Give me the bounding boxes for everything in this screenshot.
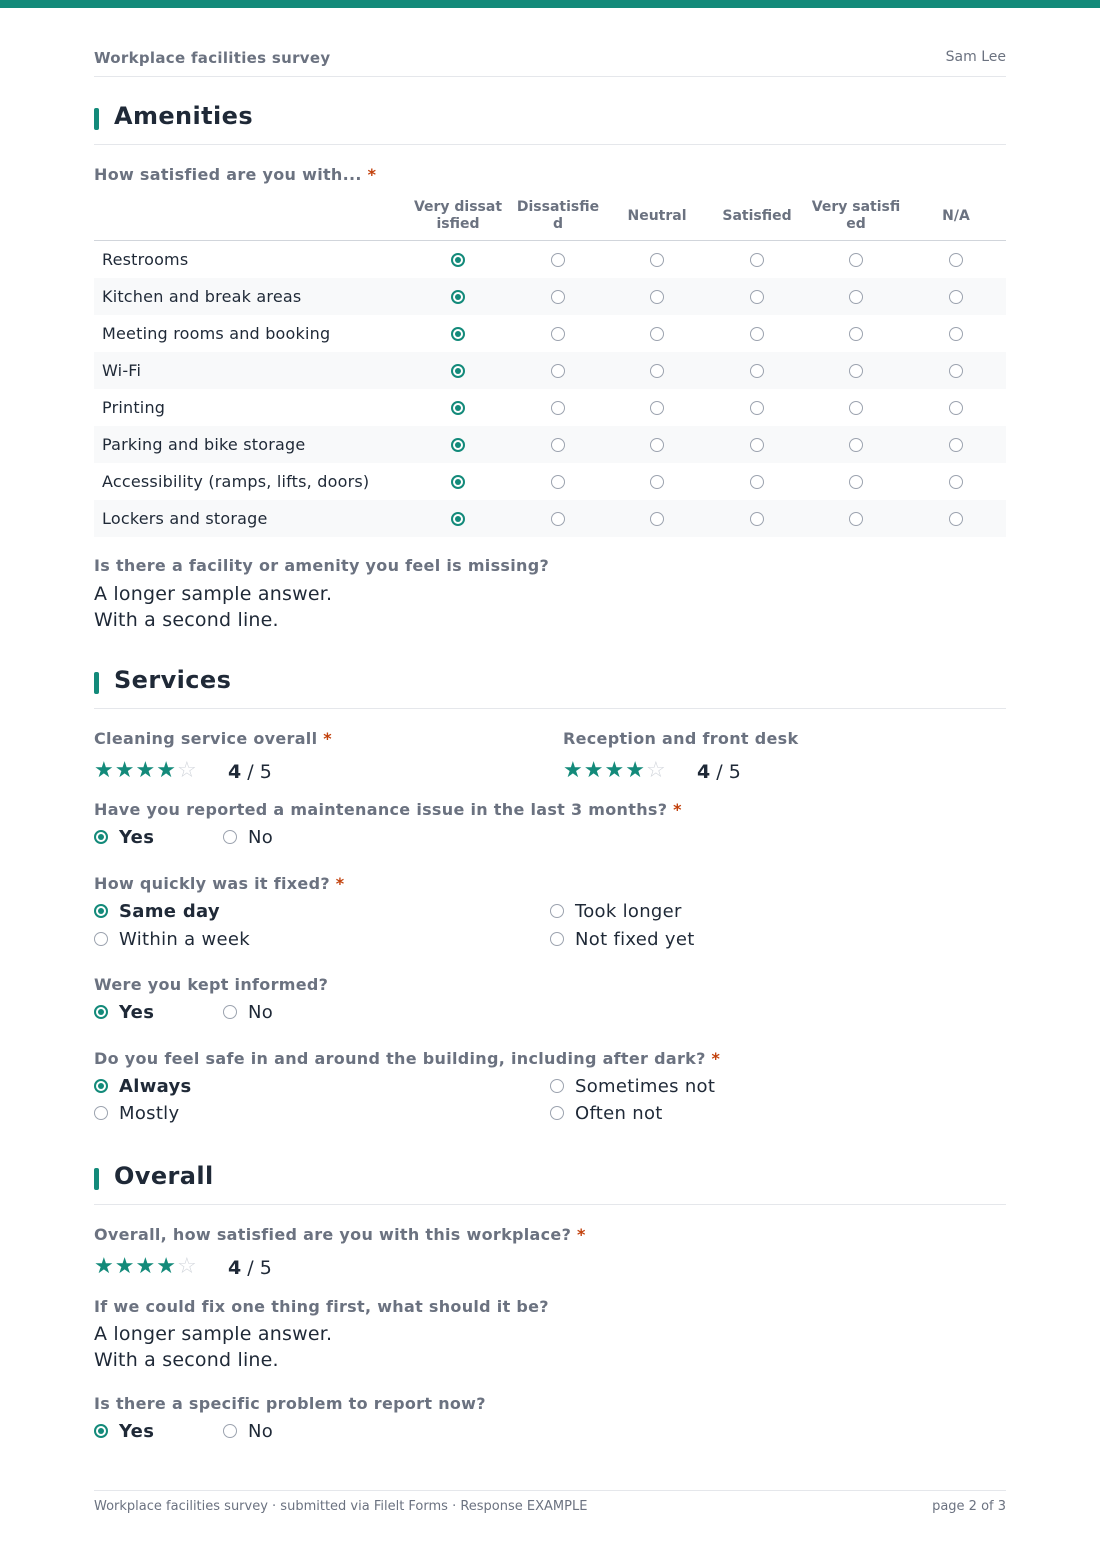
grid-cell [810,278,902,315]
option-label: No [248,826,274,848]
grid-cell [810,389,902,426]
grid-cell [512,426,604,463]
grid-row-label: Parking and bike storage [102,435,306,454]
rating-max: / 5 [241,761,272,783]
grid-cell [611,352,703,389]
grid-row-label: Kitchen and break areas [102,287,302,306]
reception-question: Reception and front desk [563,729,799,748]
radio-button[interactable] [94,1106,108,1120]
star-filled-icon[interactable]: ★ [94,1254,115,1279]
option-no[interactable] [223,1000,273,1024]
grid-row [94,389,1006,426]
grid-row [94,463,1006,500]
option-label: Often not [575,1102,663,1124]
grid-cell [611,315,703,352]
grid-cell [512,500,604,537]
grid-radio-button[interactable] [949,364,963,378]
option-label: No [248,1001,274,1023]
grid-radio-button[interactable] [949,290,963,304]
grid-radio-button[interactable] [451,290,465,304]
answer-line: With a second line. [94,1349,279,1371]
grid-cell [910,352,1002,389]
option-sometimes-not[interactable] [550,1074,715,1098]
grid-cell [412,352,504,389]
question-text: Cleaning service overall [94,729,318,748]
option-no[interactable] [223,1419,273,1443]
grid-radio-button[interactable] [750,475,764,489]
grid-row [94,500,1006,537]
radio-button[interactable] [550,904,564,918]
rating-score [228,1256,272,1280]
grid-row [94,352,1006,389]
option-label: Took longer [575,900,682,922]
grid-column-header: Neutral [627,207,687,224]
grid-cell [711,241,803,278]
grid-radio-button[interactable] [949,327,963,341]
missing-facility-answer [94,581,332,633]
grid-row-label: Meeting rooms and booking [102,324,331,343]
grid-radio-button[interactable] [551,253,565,267]
grid-radio-button[interactable] [849,475,863,489]
star-filled-icon[interactable]: ★ [94,758,115,783]
radio-button[interactable] [223,1424,237,1438]
grid-row [94,278,1006,315]
grid-cell [910,426,1002,463]
grid-cell [810,241,902,278]
grid-cell [412,389,504,426]
grid-cell [711,278,803,315]
grid-cell [810,315,902,352]
informed-question: Were you kept informed? [94,975,329,994]
grid-body [94,241,1006,537]
star-filled-icon[interactable]: ★ [604,758,626,783]
fix-first-answer [94,1321,332,1373]
grid-radio-button[interactable] [451,512,465,526]
question-text: How satisfied are you with... [94,165,362,184]
respondent-name: Sam Lee [945,49,1006,65]
grid-radio-button[interactable] [650,475,664,489]
maintenance-question [94,800,682,819]
grid-radio-button[interactable] [551,438,565,452]
option-mostly[interactable] [94,1101,179,1125]
option-within-a-week[interactable] [94,927,250,951]
option-yes[interactable] [94,825,154,849]
survey-title: Workplace facilities survey [94,49,331,67]
grid-radio-button[interactable] [849,401,863,415]
grid-cell [611,426,703,463]
grid-cell [512,352,604,389]
grid-radio-button[interactable] [650,327,664,341]
grid-cell [810,352,902,389]
rating-score [697,760,741,784]
grid-radio-button[interactable] [451,475,465,489]
grid-radio-button[interactable] [750,290,764,304]
grid-radio-button[interactable] [650,438,664,452]
grid-cell [711,500,803,537]
rating-stars[interactable] [94,758,198,784]
grid-cell [512,463,604,500]
section-amenities [94,100,1006,145]
radio-button[interactable] [94,1005,108,1019]
grid-radio-button[interactable] [750,327,764,341]
grid-cell [810,426,902,463]
option-took-longer[interactable] [550,899,682,923]
radio-button[interactable] [223,1005,237,1019]
grid-radio-button[interactable] [451,327,465,341]
grid-cell [412,463,504,500]
missing-facility-question: Is there a facility or amenity you feel is missing? [94,556,550,575]
safety-question [94,1049,720,1068]
grid-cell [910,500,1002,537]
grid-radio-button[interactable] [551,401,565,415]
grid-radio-button[interactable] [551,512,565,526]
option-label: Not fixed yet [575,928,695,950]
grid-radio-button[interactable] [650,401,664,415]
rating-stars[interactable] [563,758,667,784]
radio-button[interactable] [550,1106,564,1120]
section-title: Overall [114,1162,214,1190]
satisfaction-grid [94,192,1006,537]
grid-cell [611,278,703,315]
grid-row-label: Restrooms [102,250,189,269]
grid-radio-button[interactable] [650,364,664,378]
grid-column-header: Very satisfied [811,199,901,232]
grid-cell [412,500,504,537]
option-label: Within a week [119,928,250,950]
grid-cell [412,315,504,352]
required-mark: * [673,800,682,819]
grid-cell [412,241,504,278]
option-label: Yes [119,1420,155,1442]
problem-question: Is there a specific problem to report now? [94,1394,486,1413]
section-marker [94,672,99,694]
grid-row-label: Lockers and storage [102,509,268,528]
required-mark: * [367,165,377,184]
required-mark: * [711,1049,721,1068]
option-label: Yes [119,826,155,848]
grid-cell [711,315,803,352]
star-filled-icon[interactable]: ★ [156,1254,177,1279]
grid-cell [810,463,902,500]
grid-radio-button[interactable] [949,512,963,526]
radio-button[interactable] [94,830,108,844]
option-yes[interactable] [94,1000,154,1024]
grid-radio-button[interactable] [949,475,963,489]
cleaning-question [94,729,332,748]
required-mark: * [335,874,345,893]
question-text: How quickly was it fixed? [94,874,330,893]
grid-cell [910,315,1002,352]
grid-header-row [94,192,1006,241]
star-filled-icon[interactable]: ★ [135,1254,157,1279]
grid-radio-button[interactable] [451,401,465,415]
question-text: Have you reported a maintenance issue in the last 3 months? [94,800,668,819]
option-no[interactable] [223,825,273,849]
radio-button[interactable] [94,1424,108,1438]
option-label: Always [119,1075,192,1097]
top-accent-bar [0,0,1100,8]
radio-button[interactable] [550,1079,564,1093]
radio-button[interactable] [94,932,108,946]
star-filled-icon[interactable]: ★ [583,758,605,783]
grid-cell [910,389,1002,426]
grid-radio-button[interactable] [551,327,565,341]
grid-radio-button[interactable] [949,401,963,415]
grid-radio-button[interactable] [650,253,664,267]
grid-cell [412,426,504,463]
star-empty-icon[interactable]: ☆ [176,1254,198,1279]
grid-radio-button[interactable] [750,438,764,452]
rating-value: 4 [697,761,711,783]
grid-cell [412,278,504,315]
option-label: No [248,1420,274,1442]
option-not-fixed-yet[interactable] [550,927,695,951]
grid-cell [910,463,1002,500]
grid-column-header: N/A [942,207,970,224]
grid-radio-button[interactable] [849,327,863,341]
section-marker [94,108,99,130]
grid-cell [910,241,1002,278]
grid-column-header: Very dissatisfied [413,199,503,232]
option-always[interactable] [94,1074,192,1098]
radio-button[interactable] [550,932,564,946]
grid-row-label: Printing [102,398,166,417]
grid-radio-button[interactable] [650,290,664,304]
star-empty-icon[interactable]: ☆ [645,758,667,783]
fixed-question [94,874,344,893]
grid-column-header: Satisfied [722,207,792,224]
option-label: Same day [119,900,220,922]
grid-radio-button[interactable] [650,512,664,526]
overall-satisfaction-question [94,1225,586,1244]
page-header [94,48,1006,77]
page-footer [94,1490,1006,1514]
grid-radio-button[interactable] [750,364,764,378]
grid-cell [512,278,604,315]
grid-row [94,426,1006,463]
grid-cell [910,278,1002,315]
grid-radio-button[interactable] [750,401,764,415]
grid-cell [611,389,703,426]
grid-radio-button[interactable] [451,253,465,267]
rating-stars[interactable] [94,1254,198,1280]
grid-question [94,165,376,184]
option-same-day[interactable] [94,899,220,923]
star-filled-icon[interactable]: ★ [563,758,584,783]
grid-radio-button[interactable] [551,290,565,304]
radio-button[interactable] [223,830,237,844]
fix-first-question: If we could fix one thing first, what should it be? [94,1297,549,1316]
grid-radio-button[interactable] [849,438,863,452]
grid-row [94,241,1006,278]
page-number: page 2 of 3 [932,1499,1006,1514]
grid-row-label: Wi-Fi [102,361,142,380]
grid-cell [810,500,902,537]
grid-row [94,315,1006,352]
question-text: Overall, how satisfied are you with this workplace? [94,1225,572,1244]
star-filled-icon[interactable]: ★ [156,758,177,783]
grid-radio-button[interactable] [451,364,465,378]
grid-radio-button[interactable] [750,512,764,526]
grid-cell [611,500,703,537]
grid-radio-button[interactable] [451,438,465,452]
rating-max: / 5 [710,761,741,783]
rating-max: / 5 [241,1257,272,1279]
grid-cell [711,389,803,426]
grid-radio-button[interactable] [949,253,963,267]
option-label: Yes [119,1001,155,1023]
grid-cell [512,315,604,352]
grid-radio-button[interactable] [849,290,863,304]
radio-button[interactable] [94,904,108,918]
section-overall [94,1160,1006,1205]
answer-line: A longer sample answer. [94,583,333,605]
star-filled-icon[interactable]: ★ [135,758,157,783]
answer-line: A longer sample answer. [94,1323,333,1345]
grid-radio-button[interactable] [551,475,565,489]
rating-value: 4 [228,761,242,783]
grid-row-label: Accessibility (ramps, lifts, doors) [102,472,370,491]
grid-cell [711,463,803,500]
option-often-not[interactable] [550,1101,663,1125]
rating-score [228,760,272,784]
grid-radio-button[interactable] [849,364,863,378]
grid-radio-button[interactable] [849,253,863,267]
star-filled-icon[interactable]: ★ [625,758,646,783]
answer-line: With a second line. [94,609,279,631]
question-text: Do you feel safe in and around the building, including after dark? [94,1049,706,1068]
grid-column-header: Dissatisfied [516,199,600,232]
grid-radio-button[interactable] [551,364,565,378]
option-yes[interactable] [94,1419,154,1443]
grid-cell [611,463,703,500]
star-filled-icon[interactable]: ★ [114,1254,136,1279]
footer-info: Workplace facilities survey · submitted via Filelt Forms · Response EXAMPLE [94,1499,588,1514]
grid-cell [611,241,703,278]
required-mark: * [577,1225,586,1244]
rating-value: 4 [228,1257,242,1279]
grid-cell [512,241,604,278]
option-label: Mostly [119,1102,180,1124]
section-services [94,664,1006,709]
grid-radio-button[interactable] [750,253,764,267]
section-title: Services [114,666,232,694]
section-title: Amenities [114,102,254,130]
star-empty-icon[interactable]: ☆ [176,758,198,783]
grid-cell [711,426,803,463]
radio-button[interactable] [94,1079,108,1093]
required-mark: * [323,729,332,748]
star-filled-icon[interactable]: ★ [114,758,136,783]
grid-radio-button[interactable] [949,438,963,452]
grid-cell [711,352,803,389]
grid-radio-button[interactable] [849,512,863,526]
section-marker [94,1168,99,1190]
grid-cell [512,389,604,426]
option-label: Sometimes not [575,1075,716,1097]
